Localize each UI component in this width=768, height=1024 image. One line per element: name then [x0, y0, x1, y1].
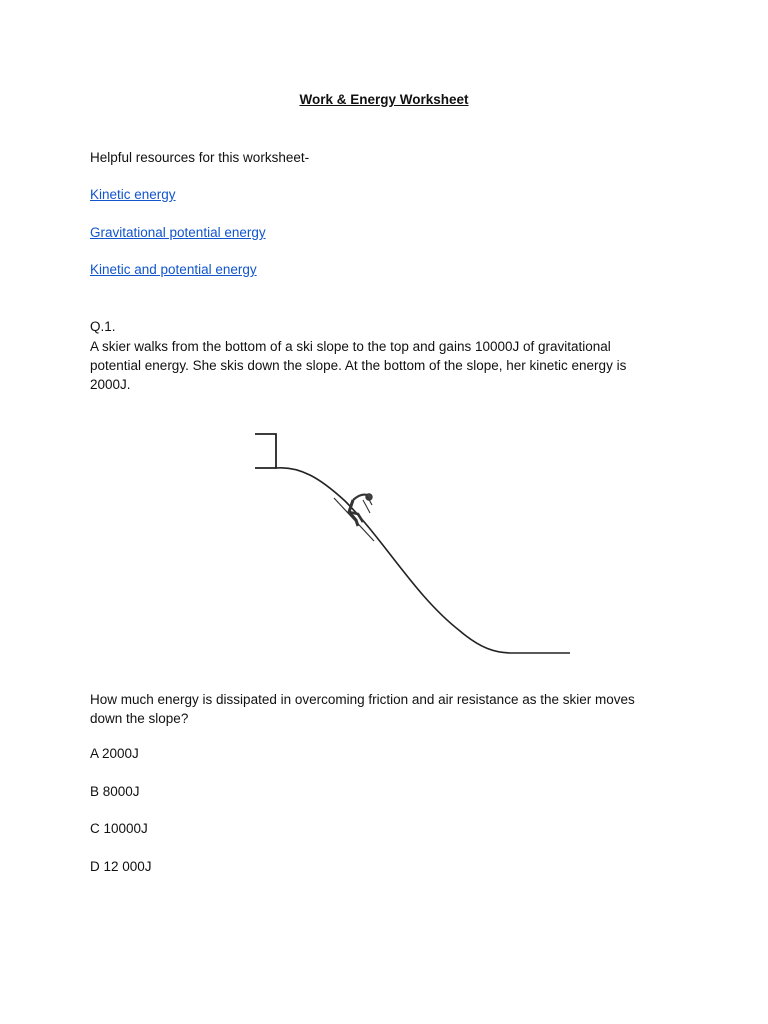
slope-curve [276, 468, 570, 653]
option-d[interactable]: D 12 000J [90, 859, 152, 874]
ski-slope-diagram [250, 426, 580, 662]
link-gravitational-potential-energy[interactable]: Gravitational potential energy [90, 225, 266, 240]
slope-start-platform [255, 434, 276, 468]
worksheet-title: Work & Energy Worksheet [299, 92, 469, 107]
option-a[interactable]: A 2000J [90, 746, 139, 761]
skier-icon [334, 494, 374, 541]
link-kinetic-energy[interactable]: Kinetic energy [90, 187, 176, 202]
option-b[interactable]: B 8000J [90, 784, 140, 799]
question-text: A skier walks from the bottom of a ski slope to the top and gains 10000J of gravitational potential energy. She skis down the slope. At the bottom of the slope, her kinetic energy is 2000J. [90, 339, 627, 392]
link-kinetic-and-potential-energy[interactable]: Kinetic and potential energy [90, 262, 257, 277]
option-c[interactable]: C 10000J [90, 821, 148, 836]
resources-intro: Helpful resources for this worksheet- [90, 150, 310, 165]
question-prompt: How much energy is dissipated in overcoming friction and air resistance as the skier moves down the slope? [90, 692, 635, 726]
question-number: Q.1. [90, 319, 116, 334]
